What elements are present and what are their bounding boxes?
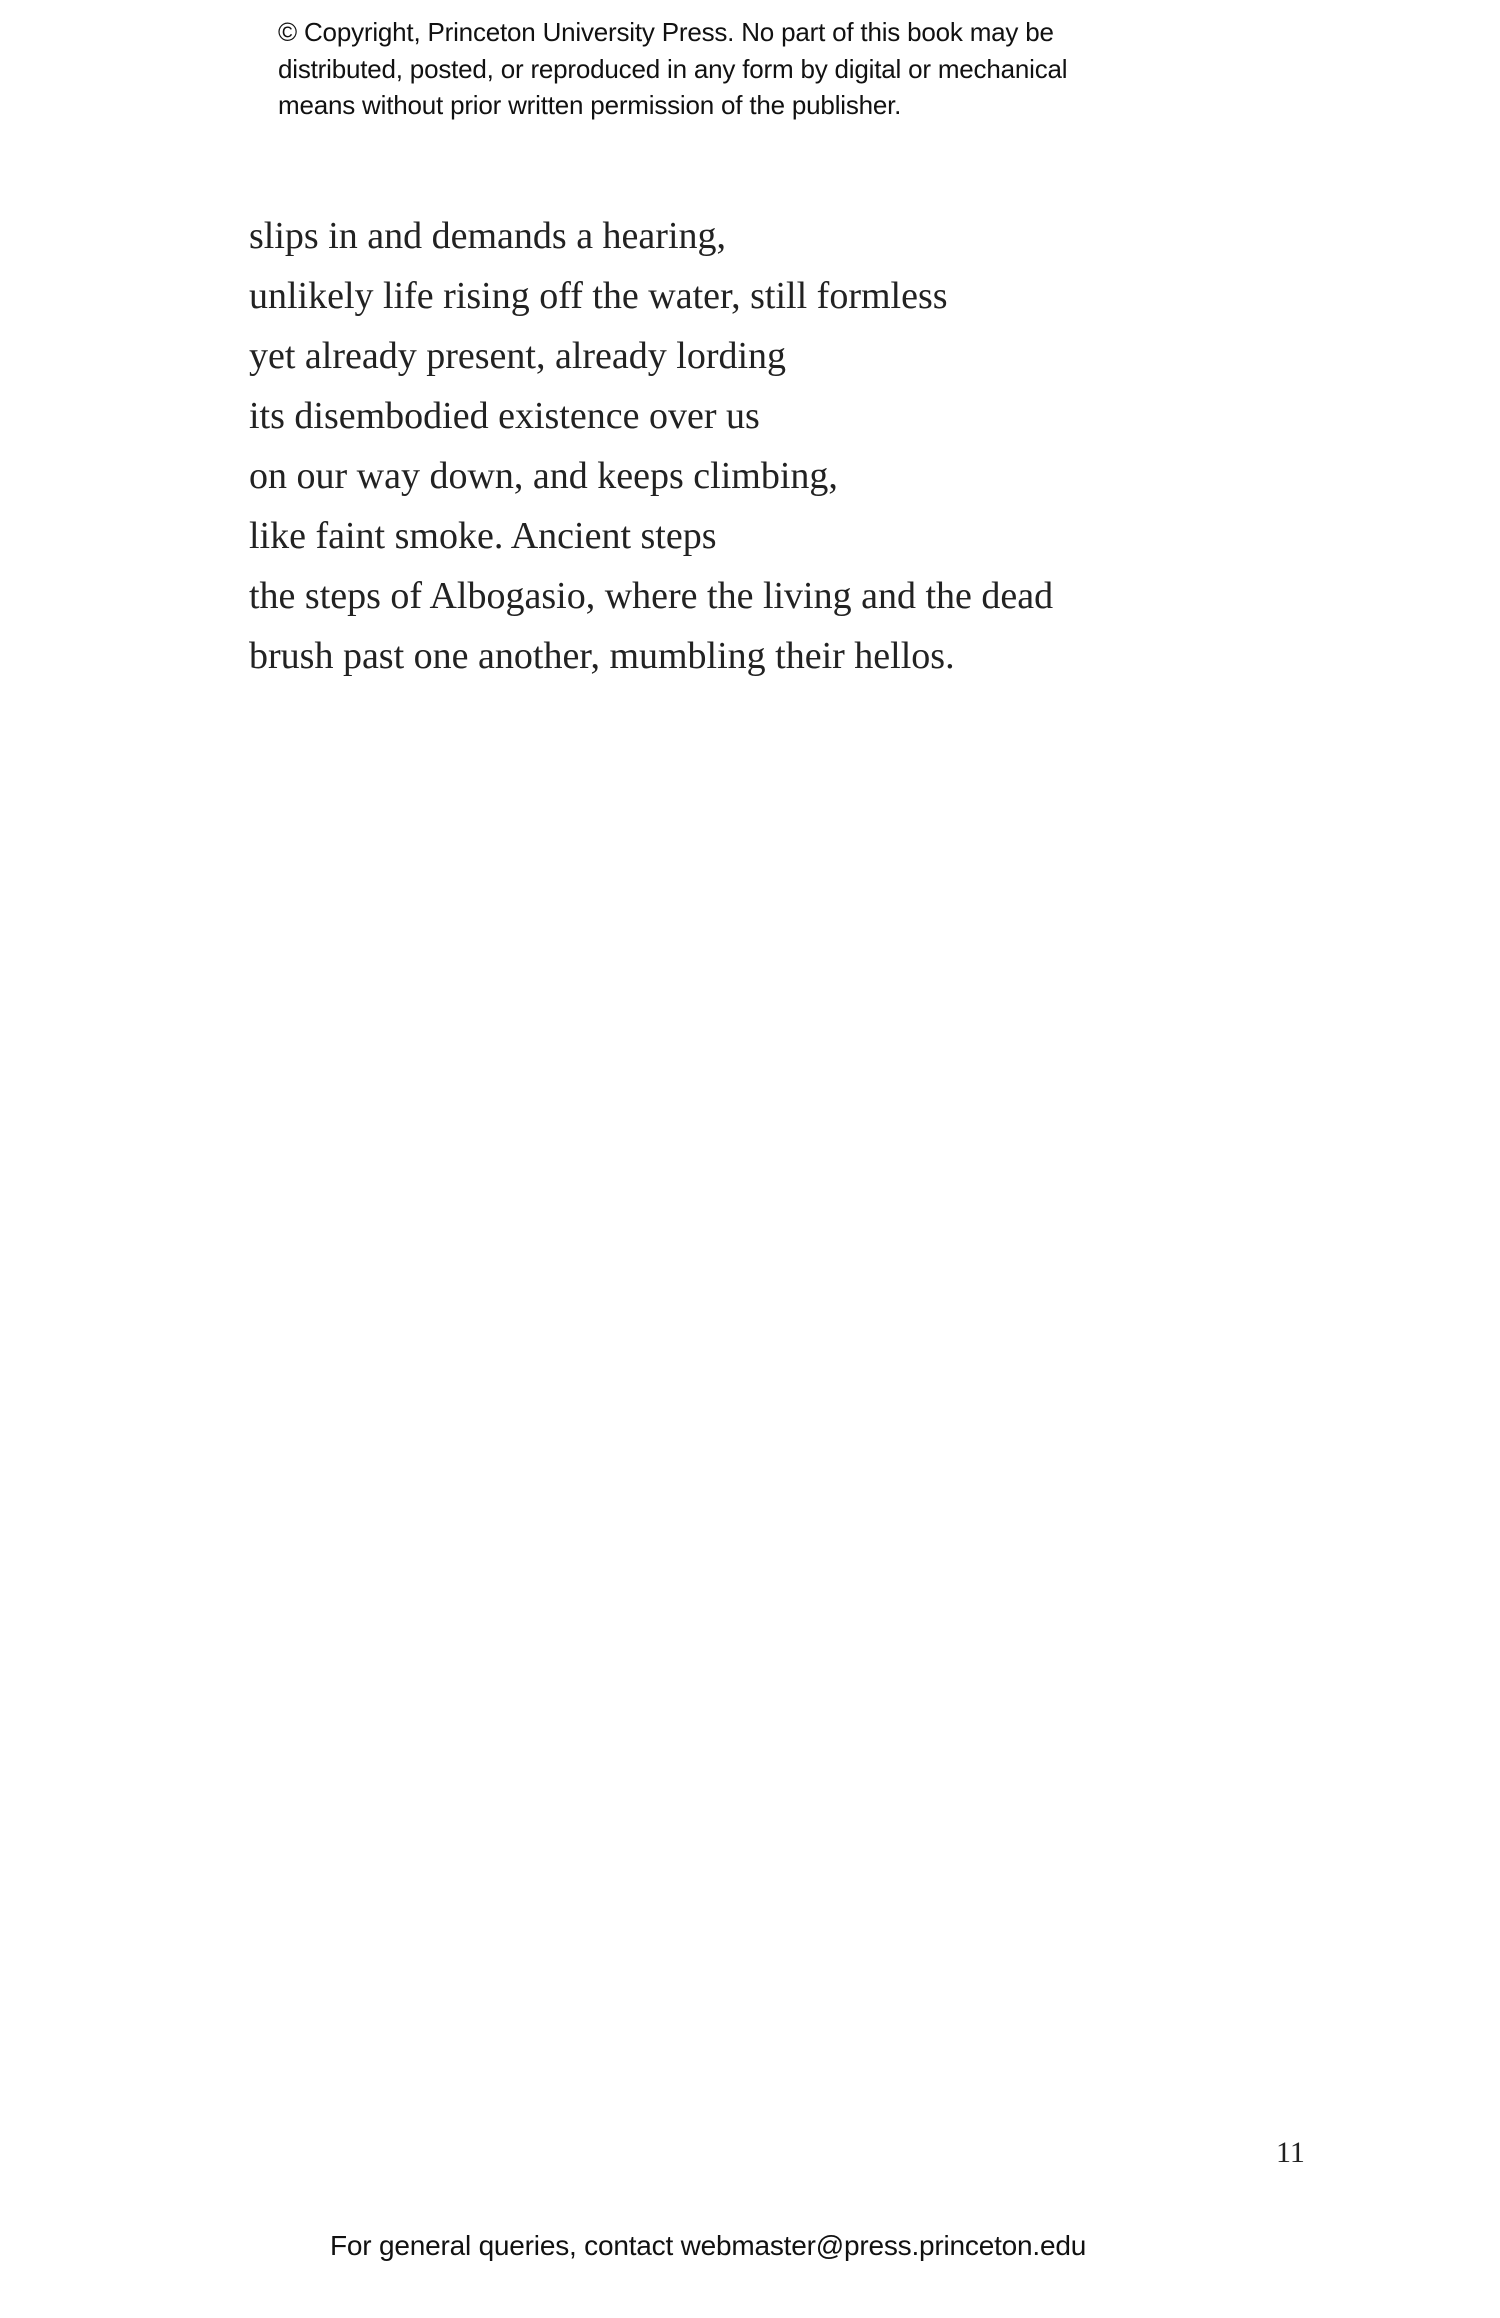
copyright-line: means without prior written permission of the publisher. — [278, 90, 902, 120]
poem-body — [249, 206, 1053, 686]
copyright-line: © Copyright, Princeton University Press. No part of this book may be — [278, 17, 1054, 47]
poem-line: slips in and demands a hearing, — [249, 215, 727, 257]
poem-line: on our way down, and keeps climbing, — [249, 455, 838, 497]
footer-contact: For general queries, contact webmaster@press.princeton.edu — [330, 2230, 1087, 2261]
poem-line: the steps of Albogasio, where the living and the dead — [249, 575, 1054, 617]
copyright-line: distributed, posted, or reproduced in any form by digital or mechanical — [278, 53, 1068, 84]
copyright-notice — [278, 14, 1278, 124]
page-number: 11 — [1276, 2136, 1305, 2169]
poem-line: like faint smoke. Ancient steps — [249, 515, 717, 557]
poem-line: yet already present, already lording — [249, 335, 787, 377]
poem-line: its disembodied existence over us — [249, 395, 760, 437]
poem-line: unlikely life rising off the water, still formless — [249, 275, 948, 317]
poem-line: brush past one another, mumbling their hellos. — [249, 635, 955, 677]
